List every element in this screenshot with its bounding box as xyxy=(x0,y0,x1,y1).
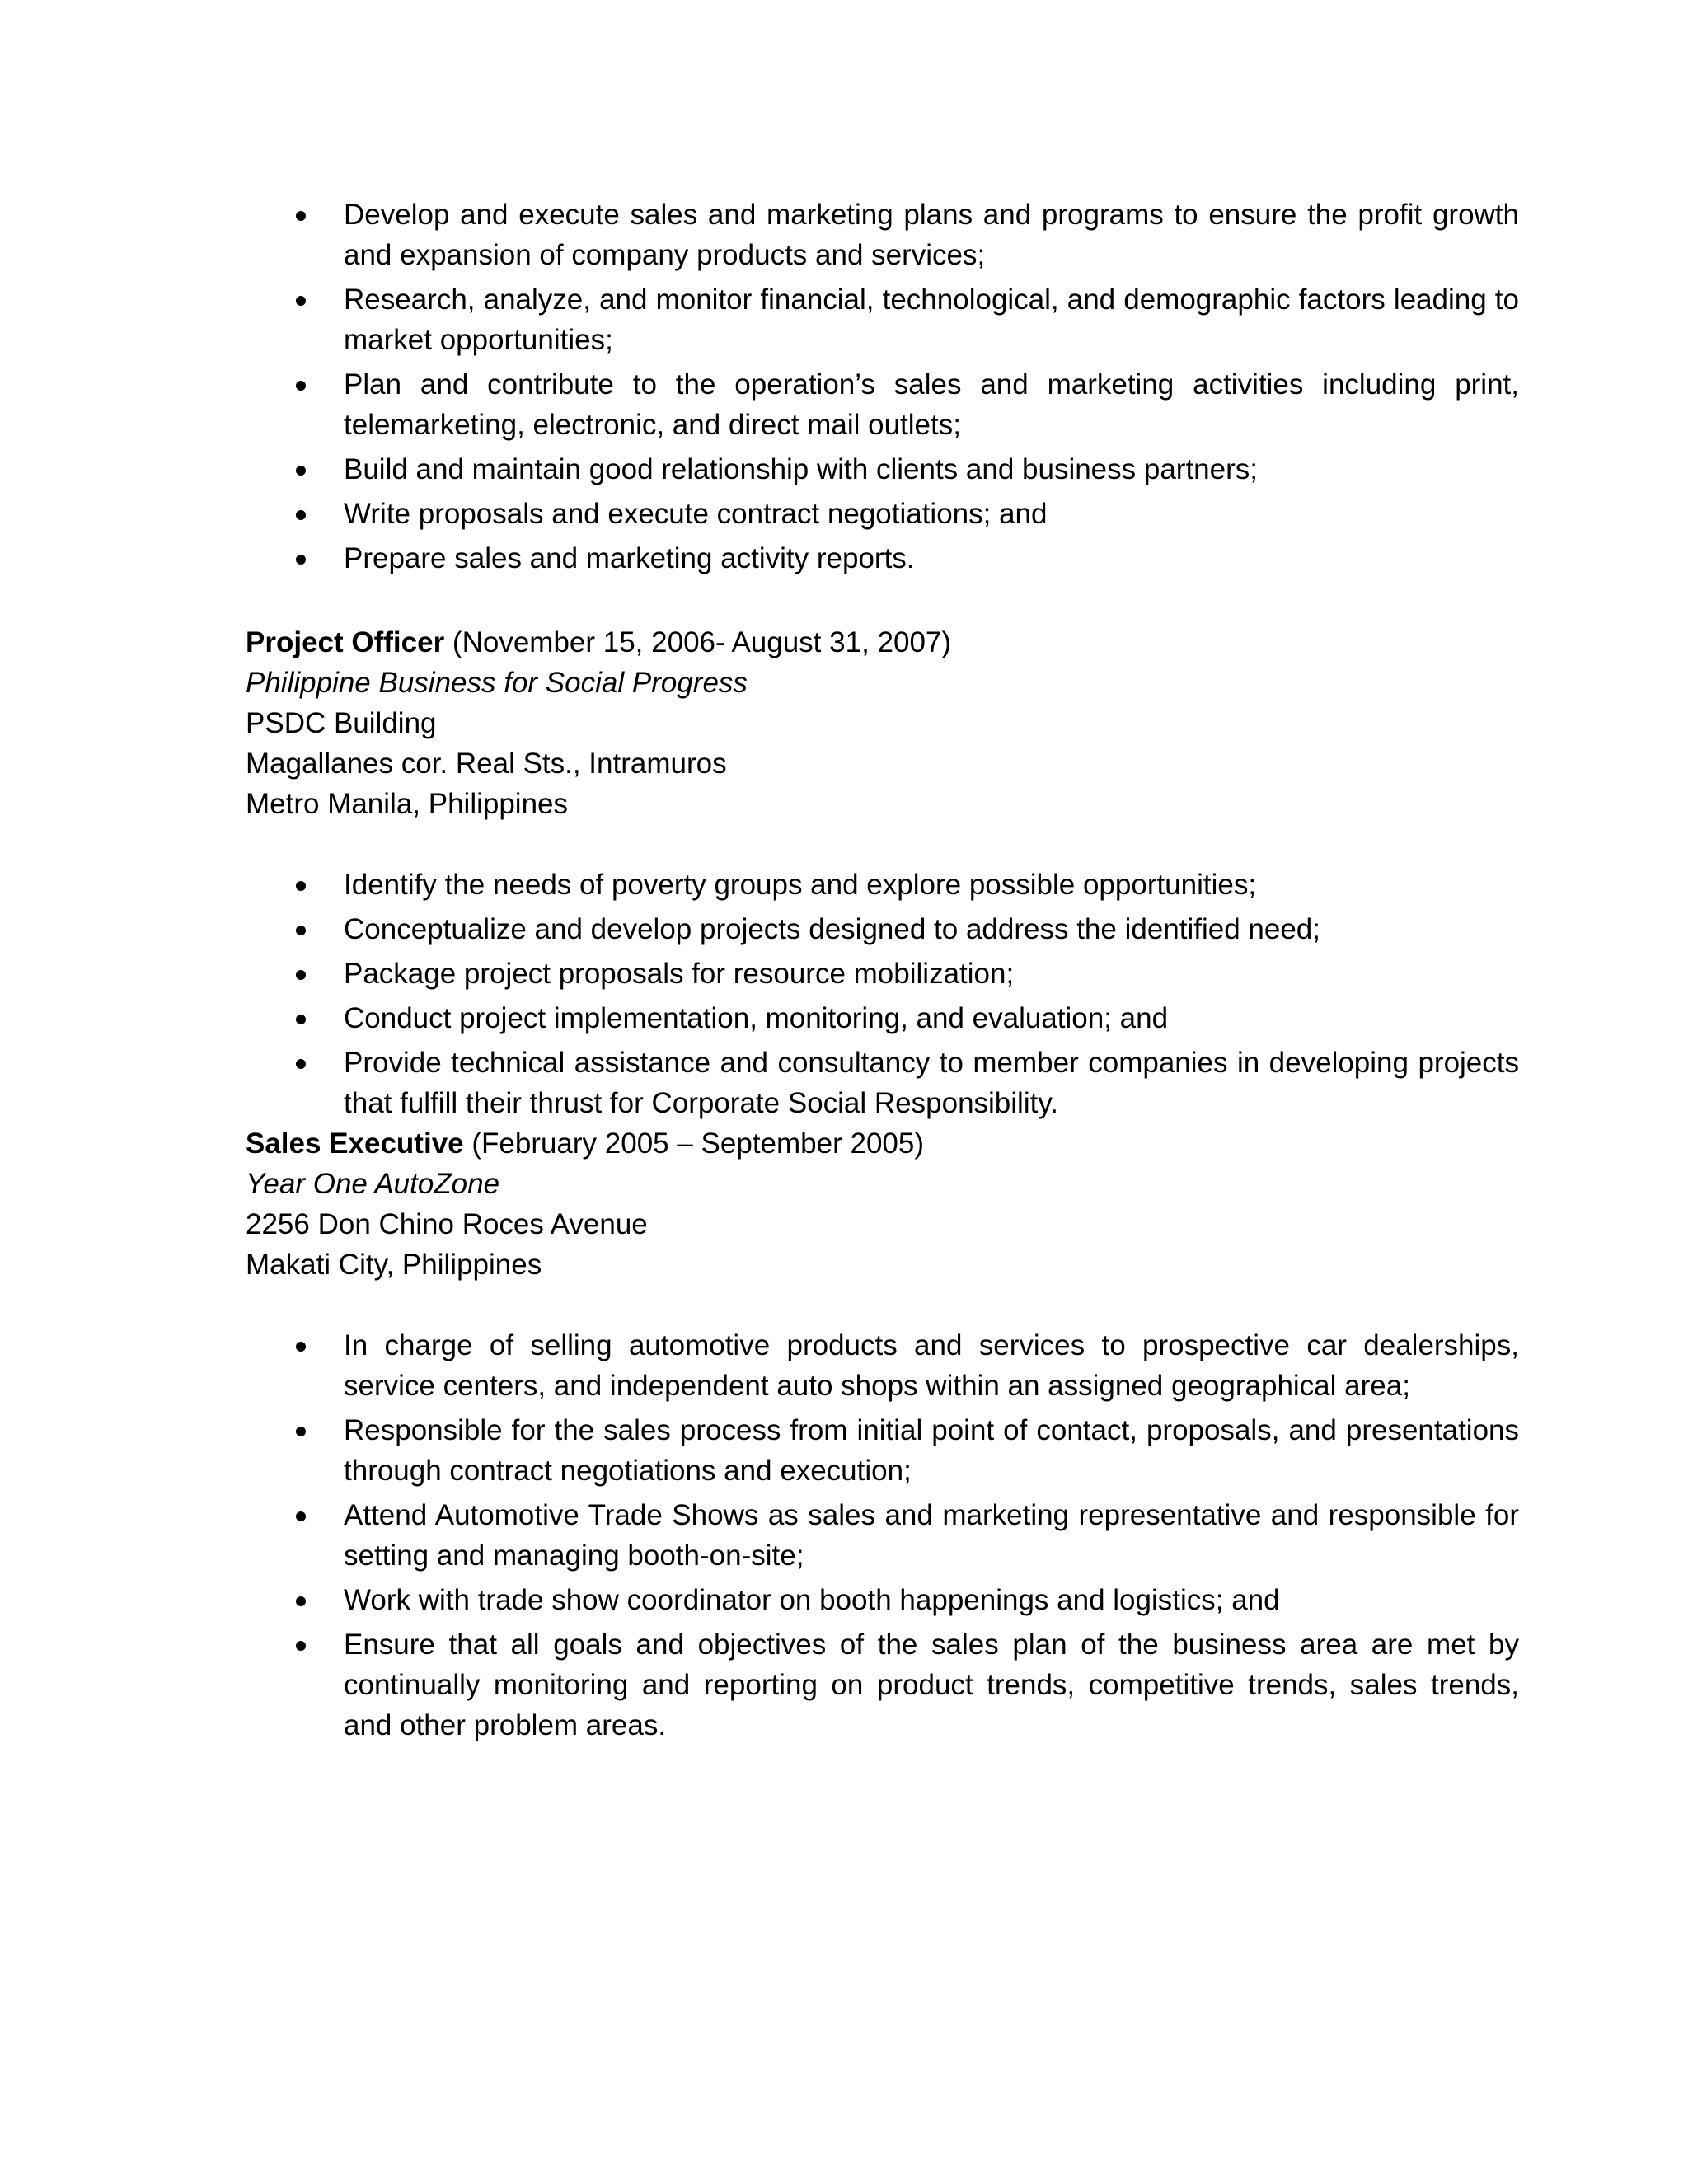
list-item xyxy=(246,1325,1519,1406)
list-item xyxy=(246,1624,1519,1746)
list-item xyxy=(246,954,1519,994)
bullet-icon xyxy=(296,1015,306,1024)
list-item-text: Ensure that all goals and objectives of the sales plan of the business area are met by continually monitoring and reporting on product trends, competitive trends, sales trends, and other problem areas. xyxy=(344,1629,1519,1741)
bullet-icon xyxy=(296,1596,306,1606)
list-item xyxy=(246,194,1519,275)
bullet-icon xyxy=(296,1059,306,1069)
bullet-icon xyxy=(296,510,306,520)
bullet-icon xyxy=(296,466,306,476)
list-item-text: Plan and contribute to the operation’s sales and marketing activities including print, telemarketing, electronic, and direct mail outlets; xyxy=(344,368,1519,441)
bullet-icon xyxy=(296,555,306,565)
bullet-icon xyxy=(296,926,306,935)
list-item-text: Package project proposals for resource mobilization; xyxy=(344,958,1015,990)
spacer xyxy=(246,583,1519,622)
list-item xyxy=(246,1495,1519,1576)
bullet-icon xyxy=(296,1641,306,1651)
list-item xyxy=(246,279,1519,360)
job-heading xyxy=(246,1123,1519,1164)
list-item xyxy=(246,998,1519,1038)
list-item-text: Conceptualize and develop projects designed to address the identified need; xyxy=(344,913,1320,945)
intro-bullet-list xyxy=(246,194,1519,579)
company-name: Philippine Business for Social Progress xyxy=(246,667,748,699)
bullet-icon xyxy=(296,211,306,221)
spacer xyxy=(246,824,1519,865)
list-item-text: In charge of selling automotive products and services to prospective car dealerships, service centers, and independent auto shops within an assigned geographical area; xyxy=(344,1329,1519,1402)
list-item xyxy=(246,364,1519,445)
job-heading xyxy=(246,622,1519,663)
job2-bullet-list xyxy=(246,1325,1519,1746)
company-name: Year One AutoZone xyxy=(246,1168,500,1200)
resume-content xyxy=(246,194,1519,1750)
job-entry-sales-executive xyxy=(246,1123,1519,1285)
list-item-text: Provide technical assistance and consultancy to member companies in developing projects that fulfill their thrust for Corporate Social Responsibility. xyxy=(344,1047,1519,1119)
list-item-text: Conduct project implementation, monitoring, and evaluation; and xyxy=(344,1002,1169,1034)
list-item-text: Research, analyze, and monitor financial, technological, and demographic factors leading to market opportunities; xyxy=(344,284,1519,356)
list-item xyxy=(246,538,1519,579)
job1-bullet-list xyxy=(246,865,1519,1123)
list-item xyxy=(246,1580,1519,1620)
list-item-text: Prepare sales and marketing activity reports. xyxy=(344,542,915,574)
job-title: Project Officer xyxy=(246,626,445,658)
list-item xyxy=(246,449,1519,490)
job-entry-project-officer xyxy=(246,622,1519,824)
bullet-icon xyxy=(296,1511,306,1521)
list-item-text: Responsible for the sales process from initial point of contact, proposals, and presentations through contract negotiations and execution; xyxy=(344,1414,1519,1487)
job-dates: (February 2005 – September 2005) xyxy=(463,1127,925,1160)
list-item xyxy=(246,1043,1519,1123)
spacer xyxy=(246,1285,1519,1325)
list-item xyxy=(246,494,1519,534)
bullet-icon xyxy=(296,1342,306,1352)
list-item xyxy=(246,1410,1519,1491)
address-line: 2256 Don Chino Roces Avenue xyxy=(246,1208,648,1240)
address-line: PSDC Building xyxy=(246,707,437,739)
bullet-icon xyxy=(296,970,306,980)
bullet-icon xyxy=(296,381,306,391)
list-item-text: Identify the needs of poverty groups and explore possible opportunities; xyxy=(344,869,1257,901)
address-line: Magallanes cor. Real Sts., Intramuros xyxy=(246,748,727,780)
list-item-text: Attend Automotive Trade Shows as sales and marketing representative and responsible for setting and managing booth-on-site; xyxy=(344,1499,1519,1572)
address-line: Makati City, Philippines xyxy=(246,1249,542,1281)
list-item-text: Develop and execute sales and marketing plans and programs to ensure the profit growth and expansion of company products and services; xyxy=(344,199,1519,271)
list-item-text: Work with trade show coordinator on booth happenings and logistics; and xyxy=(344,1584,1280,1616)
list-item-text: Build and maintain good relationship with clients and business partners; xyxy=(344,453,1258,485)
bullet-icon xyxy=(296,296,306,306)
list-item-text: Write proposals and execute contract negotiations; and xyxy=(344,498,1048,530)
job-dates: (November 15, 2006- August 31, 2007) xyxy=(444,626,952,658)
bullet-icon xyxy=(296,881,306,891)
list-item xyxy=(246,865,1519,905)
job-title: Sales Executive xyxy=(246,1127,464,1160)
bullet-icon xyxy=(296,1427,306,1436)
list-item xyxy=(246,909,1519,949)
address-line: Metro Manila, Philippines xyxy=(246,788,569,820)
